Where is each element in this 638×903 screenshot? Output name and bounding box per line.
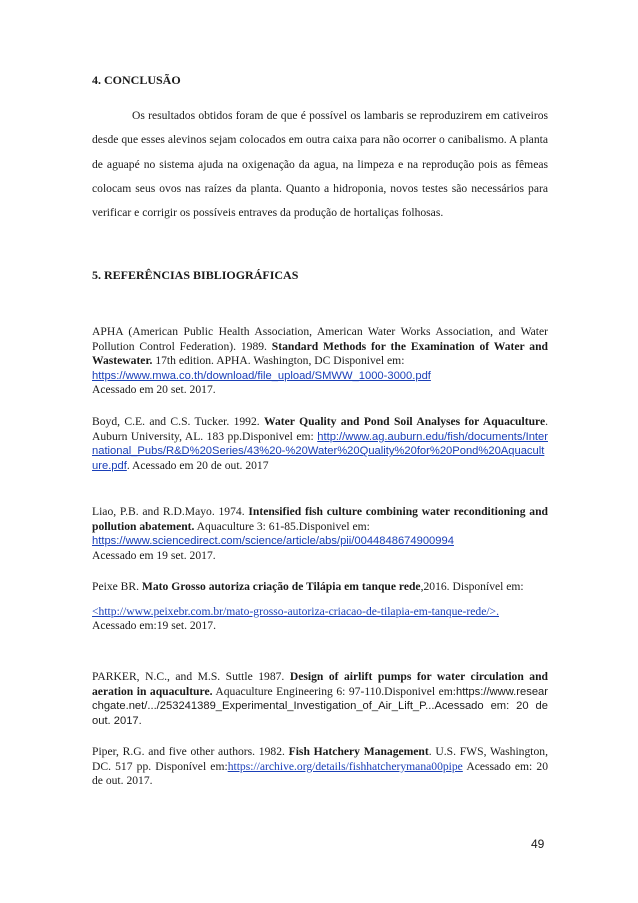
reference-text: Aquaculture 3: 61-85.Disponivel em: — [194, 519, 370, 533]
reference-link[interactable]: https://archive.org/details/fishhatcherymana00pipe — [227, 759, 463, 773]
reference-access: Acessado em:19 set. 2017. — [92, 619, 216, 633]
section-heading-conclusao: 4. CONCLUSÃO — [92, 73, 181, 87]
reference-title: Water Quality and Pond Soil Analyses for Aquaculture — [264, 415, 546, 428]
conclusion-paragraph — [92, 104, 548, 225]
reference-title: Fish Hatchery Management — [288, 745, 429, 758]
reference-title: Standard Methods for the Examination of Water and Wastewater. — [92, 339, 548, 368]
reference-text: . Auburn University, AL. 183 pp.Disponivel em: — [92, 415, 549, 443]
reference-boyd — [92, 415, 548, 473]
reference-apha — [92, 325, 548, 398]
reference-text: PARKER, N.C., and M.S. Suttle 1987. — [92, 670, 290, 683]
reference-liao — [92, 505, 548, 563]
reference-text: Peixe BR. — [92, 580, 142, 593]
reference-text: Piper, R.G. and five other authors. 1982. — [92, 745, 289, 758]
reference-title: Intensified fish culture combining water reconditioning and pollution abatement. — [92, 505, 548, 533]
reference-text: 17th edition. APHA. Washington, DC Disponivel em: — [152, 354, 405, 368]
reference-access: Acessado em: 20 de out. 2017. — [92, 759, 548, 788]
reference-access: Acessado em 20 set. 2017. — [92, 383, 216, 397]
reference-link[interactable]: <http://www.peixebr.com.br/mato-grosso-autoriza-criacao-de-tilapia-em-tanque-rede/>. — [92, 604, 499, 618]
reference-text: ,2016. Disponível em: — [420, 580, 524, 593]
page-number: 49 — [531, 837, 545, 851]
reference-parker — [92, 670, 548, 728]
reference-text: Liao, P.B. and R.D.Mayo. 1974. — [92, 505, 249, 518]
conclusion-text: Os resultados obtidos foram de que é possível os lambaris se reproduzirem em cativeiros desde que esses alevinos sejam colocados em outra caixa para não ocorrer o canibalismo. A planta de aguapé no sistema ajuda na oxigenação da agua, na limpeza e na reprodução pois as fêmeas colocam seus ovos nas raízes da planta. Quanto a hidroponia, novos testes são necessários para verificar e corrigir os possíveis entraves da produção de hortaliças folhosas. — [92, 109, 548, 220]
section-heading-referencias: 5. REFERÊNCIAS BIBLIOGRÁFICAS — [92, 268, 299, 282]
reference-access: . Acessado em 20 de out. 2017 — [126, 458, 269, 472]
reference-text: APHA (American Public Health Association, American Water Works Association, and Water Pollution Control Federation). 1989. — [92, 325, 548, 353]
reference-text: Boyd, C.E. and C.S. Tucker. 1992. — [92, 415, 265, 428]
reference-title: Design of airlift pumps for water circulation and aeration in aquaculture. — [92, 670, 548, 698]
reference-text: Aquaculture Engineering 6: 97-110.Disponivel em: — [212, 684, 456, 698]
reference-link[interactable]: https://www.researchgate.net/.../253241389_Experimental_Investigation_of_Air_Lift_P... — [92, 685, 548, 713]
reference-peixebr — [92, 580, 548, 634]
reference-title: Mato Grosso autoriza criação de Tilápia em tanque rede — [141, 580, 421, 593]
reference-link[interactable]: https://www.sciencedirect.com/science/article/abs/pii/0044848674900994 — [92, 535, 454, 548]
reference-text: . U.S. FWS, Washington, DC. 517 pp. Disponível em: — [92, 745, 548, 773]
reference-piper — [92, 745, 548, 789]
reference-link[interactable]: https://www.mwa.co.th/download/file_upload/SMWW_1000-3000.pdf — [92, 369, 431, 382]
reference-access: Acessado em: 20 de out. 2017. — [92, 700, 548, 727]
reference-link[interactable]: http://www.ag.auburn.edu/fish/documents/International_Pubs/R&D%20Series/43%20-%20Water%20Quality%20for%20Pond%20Aquaculture.pdf — [92, 430, 548, 472]
reference-access: Acessado em 19 set. 2017. — [92, 548, 216, 562]
